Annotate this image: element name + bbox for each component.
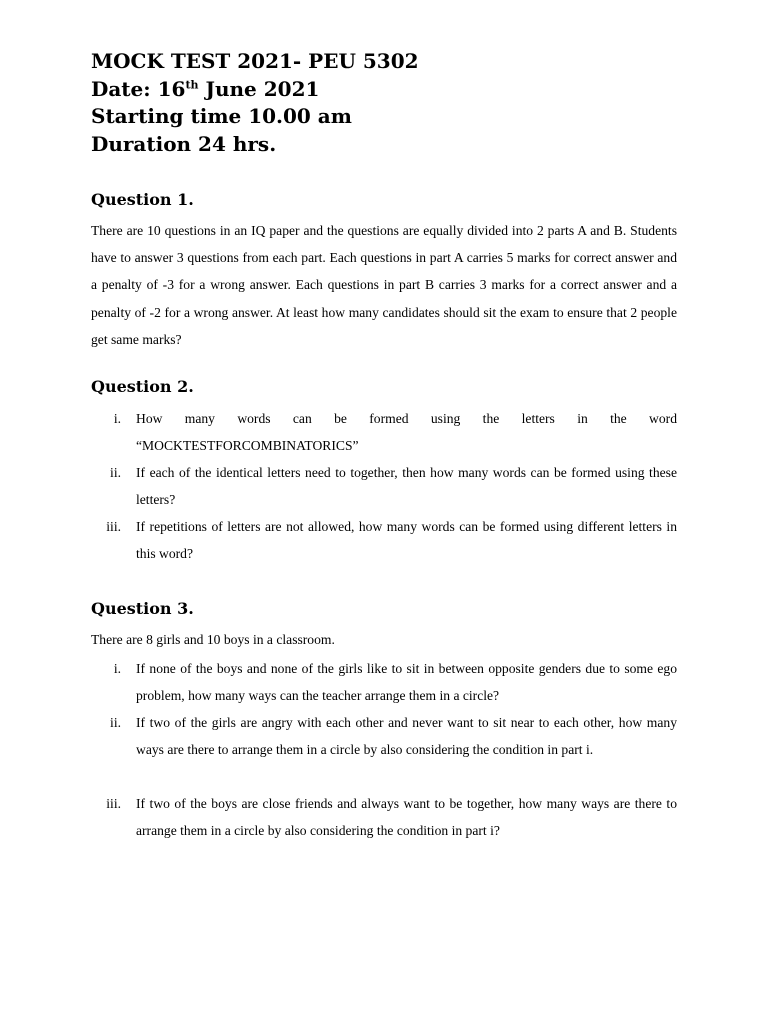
item-number: ii. [110,465,121,480]
question-3-intro: There are 8 girls and 10 boys in a classroom. [91,632,335,647]
item-text-line1: How many words can be formed using the letters in the word [136,411,677,426]
exam-duration: Duration 24 hrs. [91,131,277,156]
item-text [136,405,677,459]
item-number: ii. [110,715,121,730]
item-text-line2: “MOCKTESTFORCOMBINATORICS” [136,438,359,454]
date-prefix: Date: 16 [91,76,186,101]
question-1-title: Question 1. [91,190,194,209]
date-suffix: June 2021 [198,76,320,101]
exam-start-time: Starting time 10.00 am [91,104,352,128]
item-text: If each of the identical letters need to together, then how many words can be formed using these letters? [136,465,677,508]
question-3-title: Question 3. [91,599,194,618]
date-superscript: th [185,77,199,91]
item-text: If two of the girls are angry with each other and never want to sit near to each other, how many ways are there to arrange them in a circle by also considering the condition in part i. [136,715,677,758]
exam-date [91,76,419,104]
item-number: i. [113,411,121,426]
item-number: i. [113,661,121,676]
item-text: If repetitions of letters are not allowed, how many words can be formed using different letters in this word? [136,519,677,562]
item-text: If two of the boys are close friends and always want to be together, how many ways are there to arrange them in a circle by also considering the condition in part i? [136,796,677,839]
question-2-title: Question 2. [91,377,194,396]
item-number: iii. [106,519,121,534]
item-number: iii. [106,796,121,811]
item-text: If none of the boys and none of the girls like to sit in between opposite genders due to some ego problem, how many ways can the teacher arrange them in a circle? [136,661,677,704]
exam-title: MOCK TEST 2021- PEU 5302 [91,49,419,73]
exam-header [91,48,419,158]
question-1-text: There are 10 questions in an IQ paper and the questions are equally divided into 2 parts A and B. Students have to answer 3 questions from each part. Each questions in part A carries 5 marks for correct answer and a penalty of -3 for a wrong answer. Each questions in part B carries 3 marks for a correct answer and a penalty of -2 for a wrong answer. At least how many candidates should sit the exam to ensure that 2 people get same marks? [91,223,677,347]
